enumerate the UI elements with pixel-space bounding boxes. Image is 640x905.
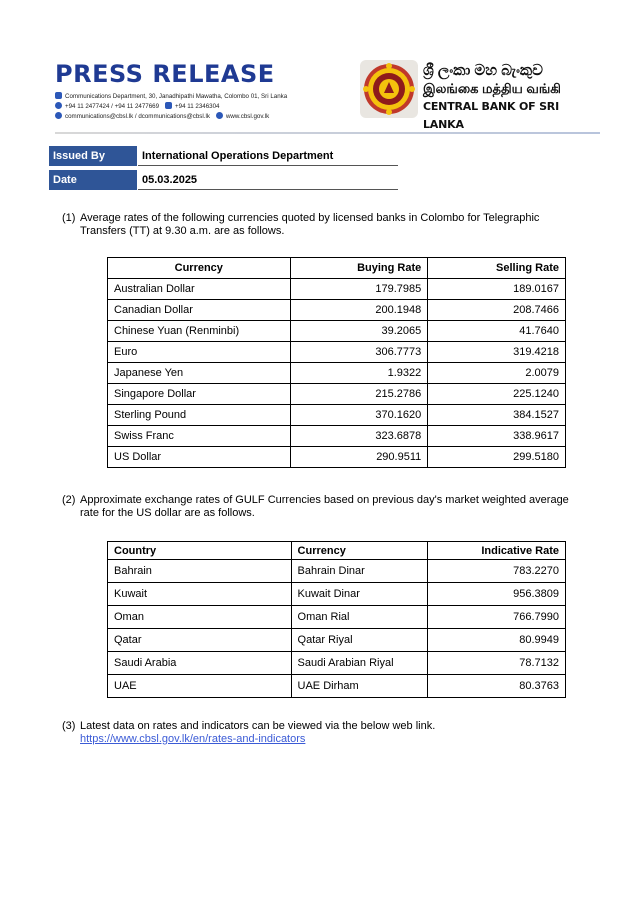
section2-paragraph (62, 494, 592, 520)
email-text: communications@cbsl.lk / dcommunications@cbsl.lk (65, 113, 210, 120)
selling-rate-cell: 2.0079 (428, 363, 566, 384)
currency-cell: Kuwait Dinar (291, 583, 428, 606)
section3-paragraph (62, 720, 592, 746)
currency-cell: Japanese Yen (108, 363, 291, 384)
contact-email-line (55, 112, 269, 122)
table-row (108, 652, 566, 675)
section2-text-line2: rate for the US dollar are as follows. (80, 507, 255, 519)
issued-by-value: International Operations Department (142, 150, 334, 162)
section3-text: Latest data on rates and indicators can be viewed via the below web link. (80, 720, 436, 732)
bank-name-sinhala: ශ්‍රී ලංකා මහ බැංකුව (423, 62, 543, 79)
bank-name-english: CENTRAL BANK OF SRI LANKA (423, 100, 559, 131)
press-release-title: PRESS RELEASE (55, 60, 275, 88)
phone-icon (55, 102, 62, 109)
selling-rate-cell: 225.1240 (428, 384, 566, 405)
contact-phone-line (55, 102, 220, 112)
mail-icon (55, 92, 62, 99)
currency-cell: Sterling Pound (108, 405, 291, 426)
table-row (108, 606, 566, 629)
table-row (108, 583, 566, 606)
section1-text-line2: Transfers (TT) at 9.30 a.m. are as follows. (80, 225, 285, 237)
gulf-rates-table (107, 541, 566, 698)
buying-rate-cell: 306.7773 (290, 342, 428, 363)
press-release-header (50, 58, 595, 130)
indicative-rate-cell: 78.7132 (428, 652, 566, 675)
email-icon (55, 112, 62, 119)
section2-number: (2) (62, 494, 76, 506)
table-row (108, 342, 566, 363)
column-header-indicative-rate: Indicative Rate (428, 542, 566, 560)
fax-text: +94 11 2346304 (175, 103, 220, 110)
table-row (108, 629, 566, 652)
currency-cell: Chinese Yuan (Renminbi) (108, 321, 291, 342)
table-row (108, 279, 566, 300)
currency-cell: Australian Dollar (108, 279, 291, 300)
date-label: Date (49, 170, 137, 190)
country-cell: Kuwait (108, 583, 292, 606)
contact-address-line (55, 92, 287, 102)
column-header-selling-rate: Selling Rate (428, 258, 566, 279)
currency-cell: Saudi Arabian Riyal (291, 652, 428, 675)
buying-rate-cell: 1.9322 (290, 363, 428, 384)
issued-by-row (49, 146, 349, 166)
buying-rate-cell: 200.1948 (290, 300, 428, 321)
currency-cell: US Dollar (108, 447, 291, 468)
table-row (108, 321, 566, 342)
buying-rate-cell: 179.7985 (290, 279, 428, 300)
indicative-rate-cell: 80.3763 (428, 675, 566, 698)
date-value: 05.03.2025 (142, 174, 198, 186)
divider (138, 189, 398, 190)
date-row (49, 170, 349, 190)
selling-rate-cell: 299.5180 (428, 447, 566, 468)
currency-cell: Euro (108, 342, 291, 363)
currency-cell: UAE Dirham (291, 675, 428, 698)
buying-rate-cell: 323.6878 (290, 426, 428, 447)
section2-text-line1: Approximate exchange rates of GULF Currencies based on previous day's market weighted average (80, 494, 569, 506)
section1-number: (1) (62, 212, 76, 224)
currency-cell: Swiss Franc (108, 426, 291, 447)
globe-icon (216, 112, 223, 119)
table-row (108, 300, 566, 321)
currency-cell: Qatar Riyal (291, 629, 428, 652)
country-cell: UAE (108, 675, 292, 698)
currency-cell: Singapore Dollar (108, 384, 291, 405)
indicative-rate-cell: 783.2270 (428, 560, 566, 583)
issued-by-label: Issued By (49, 146, 137, 166)
country-cell: Bahrain (108, 560, 292, 583)
divider (138, 165, 398, 166)
currency-cell: Oman Rial (291, 606, 428, 629)
indicative-rate-cell: 956.3809 (428, 583, 566, 606)
section1-text-line1: Average rates of the following currencies quoted by licensed banks in Colombo for Telegraphic (80, 212, 540, 224)
central-bank-emblem-icon (360, 60, 418, 118)
country-cell: Oman (108, 606, 292, 629)
bank-name-tamil: இலங்கை மத்திய வங்கி (423, 81, 561, 96)
table-row (108, 675, 566, 698)
buying-rate-cell: 215.2786 (290, 384, 428, 405)
selling-rate-cell: 338.9617 (428, 426, 566, 447)
section1-paragraph (62, 212, 592, 238)
bank-name-block (423, 62, 595, 134)
table-row (108, 447, 566, 468)
indicative-rate-cell: 766.7990 (428, 606, 566, 629)
currency-cell: Bahrain Dinar (291, 560, 428, 583)
country-cell: Qatar (108, 629, 292, 652)
fax-icon (165, 102, 172, 109)
selling-rate-cell: 208.7466 (428, 300, 566, 321)
buying-rate-cell: 39.2065 (290, 321, 428, 342)
section3-number: (3) (62, 720, 76, 732)
website-text: www.cbsl.gov.lk (225, 113, 270, 120)
buying-rate-cell: 290.9511 (290, 447, 428, 468)
column-header-country: Country (108, 542, 292, 560)
country-cell: Saudi Arabia (108, 652, 292, 675)
table-row (108, 426, 566, 447)
selling-rate-cell: 384.1527 (428, 405, 566, 426)
table-header-row (108, 258, 566, 279)
table-header-row (108, 542, 566, 560)
rates-and-indicators-link[interactable]: https://www.cbsl.gov.lk/en/rates-and-indicators (80, 733, 306, 745)
table-row (108, 560, 566, 583)
selling-rate-cell: 319.4218 (428, 342, 566, 363)
column-header-currency: Currency (108, 258, 291, 279)
currency-cell: Canadian Dollar (108, 300, 291, 321)
indicative-rate-cell: 80.9949 (428, 629, 566, 652)
phone-text: +94 11 2477424 / +94 11 2477669 (65, 103, 160, 110)
address-text: Communications Department, 30, Janadhipathi Mawatha, Colombo 01, Sri Lanka (65, 93, 288, 100)
selling-rate-cell: 189.0167 (428, 279, 566, 300)
table-row (108, 405, 566, 426)
table-row (108, 363, 566, 384)
column-header-buying-rate: Buying Rate (290, 258, 428, 279)
selling-rate-cell: 41.7640 (428, 321, 566, 342)
buying-rate-cell: 370.1620 (290, 405, 428, 426)
header-divider (55, 132, 600, 134)
column-header-currency: Currency (291, 542, 428, 560)
table-row (108, 384, 566, 405)
tt-rates-table (107, 257, 566, 468)
